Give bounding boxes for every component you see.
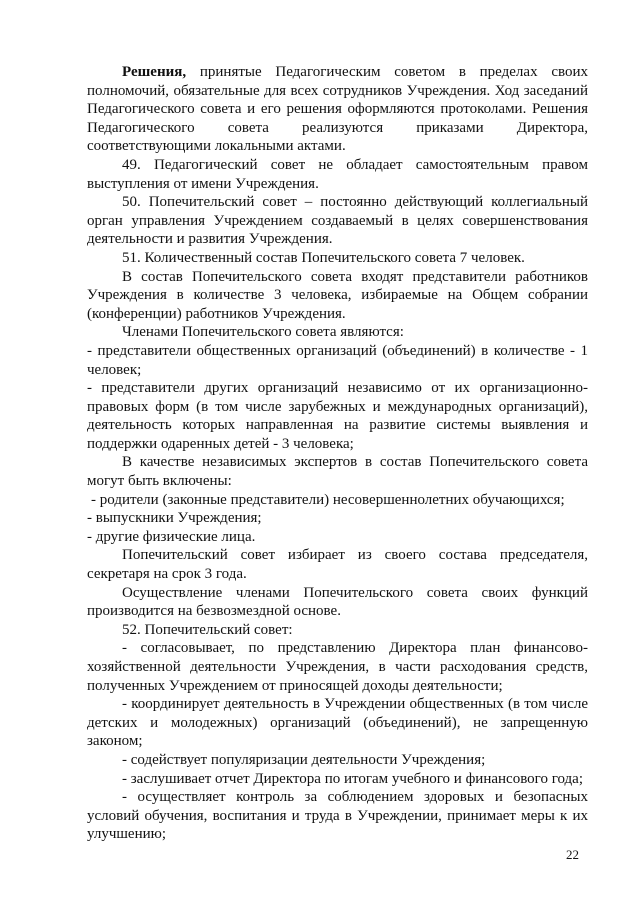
paragraph-text: принятые Педагогическим советом в пределах своих полномочий, обязательные для всех сотрудников Учреждения. Ход заседаний Педагогического совета и его решения оформляются протоколами. Решения Педагогического совета реализуются приказами Директора, соответствующими локальными актами.	[87, 64, 588, 155]
paragraph-51: 51. Количественный состав Попечительского совета 7 человек.	[122, 249, 525, 266]
page-number: 22	[566, 847, 579, 862]
paragraph-52: 52. Попечительский совет:	[122, 621, 293, 638]
paragraph-decisions	[87, 63, 588, 156]
paragraph-50: 50. Попечительский совет – постоянно действующий коллегиальный орган управления Учреждением создаваемый в целях совершенствования деятельности и развития Учреждения.	[87, 194, 588, 248]
list-item-individuals: - другие физические лица.	[87, 528, 256, 545]
paragraph-experts: В качестве независимых экспертов в состав Попечительского совета могут быть включены:	[87, 454, 588, 490]
list-item-promotes: - содействует популяризации деятельности Учреждения;	[122, 751, 486, 768]
list-item-other-orgs: - представители других организаций независимо от их организационно-правовых форм (в том числе зарубежных и международных организаций), деятельность которых направленная на развитие системы выявления и поддержки одаренных детей - 3 человека;	[87, 380, 588, 452]
list-item-controls: - осуществляет контроль за соблюдением здоровых и безопасных условий обучения, воспитания и труда в Учреждении, принимает меры к их улучшению;	[87, 789, 588, 843]
bold-term: Решения,	[122, 64, 187, 80]
page-text	[87, 63, 588, 844]
paragraph-members-intro: Членами Попечительского совета являются:	[122, 324, 404, 341]
list-item-hears-report: - заслушивает отчет Директора по итогам учебного и финансового года;	[122, 770, 584, 787]
paragraph-composition: В состав Попечительского совета входят представители работников Учреждения в количестве 3 человека, избираемые на Общем собрании (конференции) работников Учреждения.	[87, 268, 588, 322]
list-item-agrees: - согласовывает, по представлению Директора план финансово-хозяйственной деятельности Учреждения, в части расходования средств, полученных Учреждением от приносящей доходы деятельности;	[87, 640, 588, 694]
list-item-graduates: - выпускники Учреждения;	[87, 510, 262, 527]
paragraph-49: 49. Педагогический совет не обладает самостоятельным правом выступления от имени Учреждения.	[87, 156, 588, 192]
list-item-coordinates: - координирует деятельность в Учреждении общественных (в том числе детских и молодежных) организаций (объединений), не запрещенную законом;	[87, 696, 588, 750]
paragraph-free-basis: Осуществление членами Попечительского совета своих функций производится на безвозмездной основе.	[87, 584, 588, 620]
list-item-parents: - родители (законные представители) несовершеннолетних обучающихся;	[91, 491, 565, 508]
paragraph-chairman: Попечительский совет избирает из своего состава председателя, секретаря на срок 3 года.	[87, 547, 588, 583]
list-item-public-orgs: - представители общественных организаций (объединений) в количестве - 1 человек;	[87, 342, 588, 378]
